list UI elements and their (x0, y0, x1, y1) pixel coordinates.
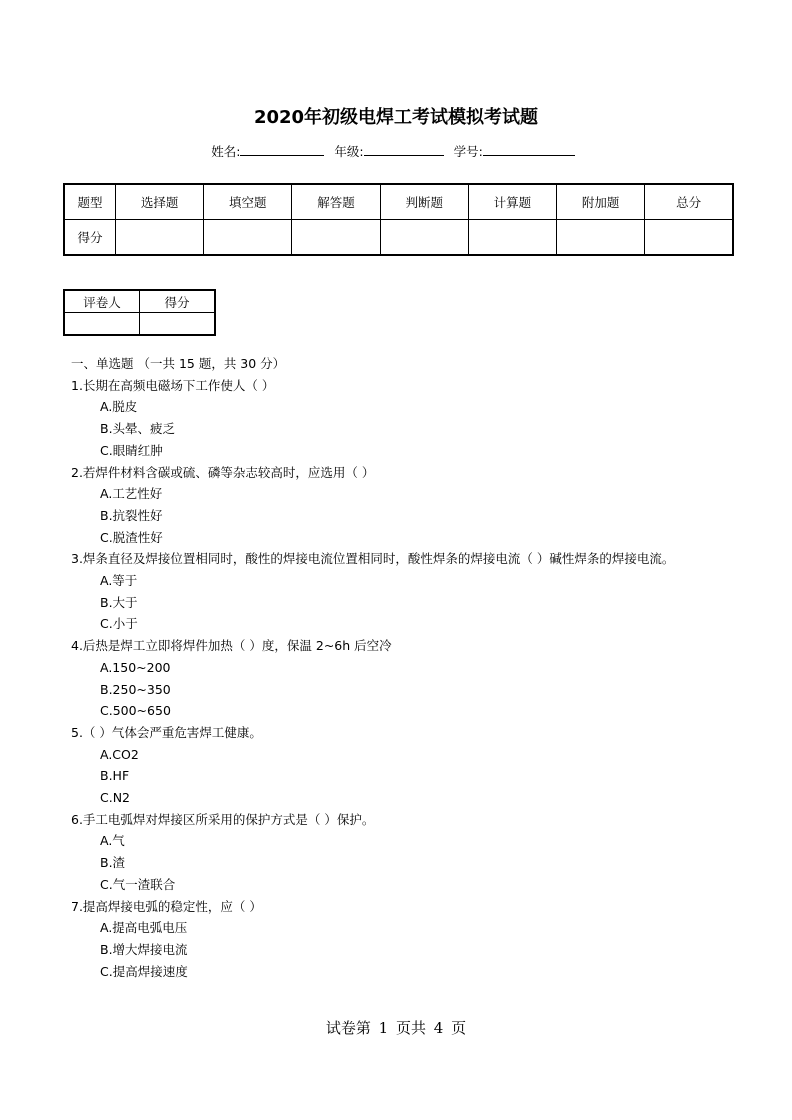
score-table-header: 题型 (64, 184, 116, 220)
page-title: 2020年初级电焊工考试模拟考试题 (253, 107, 539, 128)
option: B.增大焊接电流 (100, 941, 188, 957)
score-table-header: 判断题 (380, 184, 468, 220)
score-table-score-row (64, 220, 733, 256)
option: A.等于 (100, 573, 138, 589)
question-text: 7.提高焊接电弧的稳定性，应（ ） (71, 898, 262, 914)
option: A.CO2 (100, 746, 139, 762)
question-text: 6.手工电弧焊对焊接区所采用的保护方式是（ ）保护。 (71, 811, 375, 827)
grade-label: 年级: (334, 144, 364, 159)
score-table (63, 183, 734, 256)
score-table-header: 附加题 (557, 184, 645, 220)
grade-blank (364, 142, 444, 156)
option: C.500~650 (100, 703, 171, 719)
question-text: 1.长期在高频电磁场下工作使人（ ） (71, 377, 275, 393)
id-blank (483, 142, 575, 156)
page-footer: 试卷第 1 页共 4 页 (325, 1019, 467, 1037)
grader-cell (64, 313, 140, 336)
option: C.眼睛红肿 (100, 442, 163, 458)
question-text: 2.若焊件材料含碳或硫、磷等杂志较高时，应选用（ ） (71, 464, 375, 480)
option: B.大于 (100, 594, 138, 610)
grader-table-header-row (64, 290, 215, 313)
score-table-header: 解答题 (292, 184, 380, 220)
option: B.头晕、疲乏 (100, 421, 176, 437)
option: A.气 (100, 833, 125, 849)
id-label: 学号: (453, 144, 483, 159)
score-cell (645, 220, 733, 256)
name-label: 姓名: (211, 144, 241, 159)
option: A.脱皮 (100, 399, 138, 415)
option: B.250~350 (100, 681, 171, 697)
student-info-line (0, 142, 792, 161)
question-list (71, 353, 731, 982)
score-table-header-row (64, 184, 733, 220)
option: C.N2 (100, 790, 131, 806)
score-cell (468, 220, 556, 256)
score-cell (292, 220, 380, 256)
grader-table (63, 289, 216, 336)
score-cell (116, 220, 204, 256)
option: C.提高焊接速度 (100, 963, 188, 979)
option: C.小于 (100, 616, 138, 632)
grader-cell (140, 313, 216, 336)
score-table-header: 总分 (645, 184, 733, 220)
score-table-header: 计算题 (468, 184, 556, 220)
question-text: 5.（ ）气体会严重危害焊工健康。 (71, 724, 262, 740)
option: A.150~200 (100, 659, 171, 675)
option: C.脱渣性好 (100, 529, 163, 545)
option: B.抗裂性好 (100, 507, 163, 523)
grader-score-label: 得分 (140, 290, 216, 313)
option: B.HF (100, 768, 130, 784)
score-cell (204, 220, 292, 256)
name-blank (240, 142, 324, 156)
option: B.渣 (100, 855, 126, 871)
option: C.气一渣联合 (100, 876, 176, 892)
score-table-header: 填空题 (204, 184, 292, 220)
score-cell (557, 220, 645, 256)
grader-table-blank-row (64, 313, 215, 336)
score-table-header: 选择题 (116, 184, 204, 220)
question-text: 3.焊条直径及焊接位置相同时，酸性的焊接电流位置相同时，酸性焊条的焊接电流（ ）碱性焊条的焊接电流。 (71, 551, 675, 567)
option: A.提高电弧电压 (100, 920, 188, 936)
score-cell (380, 220, 468, 256)
grader-label: 评卷人 (64, 290, 140, 313)
section-heading: 一、单选题 （一共 15 题，共 30 分） (71, 356, 286, 371)
option: A.工艺性好 (100, 486, 163, 502)
score-row-label: 得分 (64, 220, 116, 256)
question-text: 4.后热是焊工立即将焊件加热（ ）度，保温 2~6h 后空冷 (71, 638, 392, 654)
